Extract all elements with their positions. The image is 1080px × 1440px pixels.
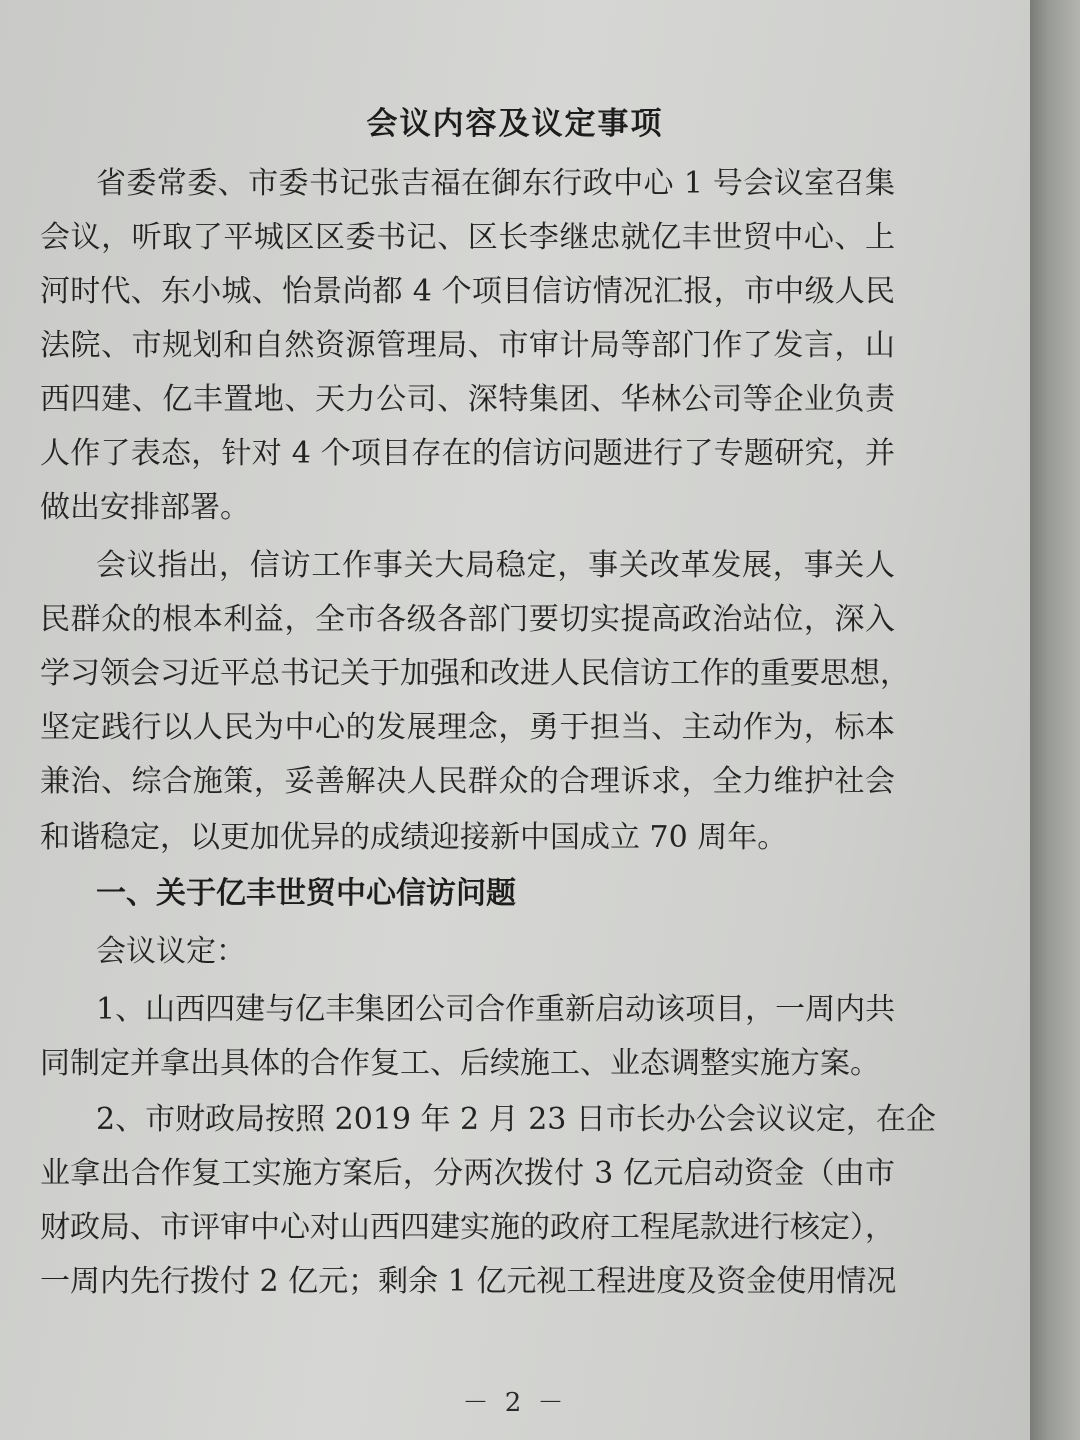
text-line: 会议指出，信访工作事关大局稳定，事关改革发展，事关人	[96, 548, 895, 583]
text-line: 法院、市规划和自然资源管理局、市审计局等部门作了发言，山	[40, 328, 895, 363]
page-edge-shadow	[1030, 0, 1080, 1440]
text-line: 坚定践行以人民为中心的发展理念，勇于担当、主动作为，标本	[40, 710, 895, 745]
text-line: 省委常委、市委书记张吉福在御东行政中心 1 号会议室召集	[96, 166, 895, 201]
text-line: 会议，听取了平城区区委书记、区长李继忠就亿丰世贸中心、上	[40, 220, 895, 255]
section-heading: 一、关于亿丰世贸中心信访问题	[96, 876, 516, 911]
text-line: 人作了表态，针对 4 个项目存在的信访问题进行了专题研究，并	[40, 436, 895, 471]
text-line: 一周内先行拨付 2 亿元；剩余 1 亿元视工程进度及资金使用情况	[40, 1264, 897, 1299]
text-line: 业拿出合作复工实施方案后，分两次拨付 3 亿元启动资金（由市	[40, 1156, 895, 1191]
text-line: 1、山西四建与亿丰集团公司合作重新启动该项目，一周内共	[96, 992, 896, 1027]
text-line: 西四建、亿丰置地、天力公司、深特集团、华林公司等企业负责	[40, 382, 895, 417]
text-line: 河时代、东小城、怡景尚都 4 个项目信访情况汇报，市中级人民	[40, 274, 895, 309]
text-line: 财政局、市评审中心对山西四建实施的政府工程尾款进行核定），	[40, 1210, 895, 1245]
text-line: 2、市财政局按照 2019 年 2 月 23 日市长办公会议议定，在企	[96, 1102, 936, 1137]
text-line: 会议议定：	[96, 934, 246, 969]
text-line: 兼治、综合施策，妥善解决人民群众的合理诉求，全力维护社会	[40, 764, 895, 799]
page-number: － 2 －	[462, 1388, 568, 1418]
text-line: 民群众的根本利益，全市各级各部门要切实提高政治站位，深入	[40, 602, 895, 637]
document-title: 会议内容及议定事项	[366, 106, 664, 142]
text-line: 同制定并拿出具体的合作复工、后续施工、业态调整实施方案。	[40, 1046, 880, 1081]
text-line: 学习领会习近平总书记关于加强和改进人民信访工作的重要思想，	[40, 656, 910, 691]
text-line: 和谐稳定，以更加优异的成绩迎接新中国成立 70 周年。	[40, 820, 788, 855]
text-line: 做出安排部署。	[40, 490, 250, 525]
